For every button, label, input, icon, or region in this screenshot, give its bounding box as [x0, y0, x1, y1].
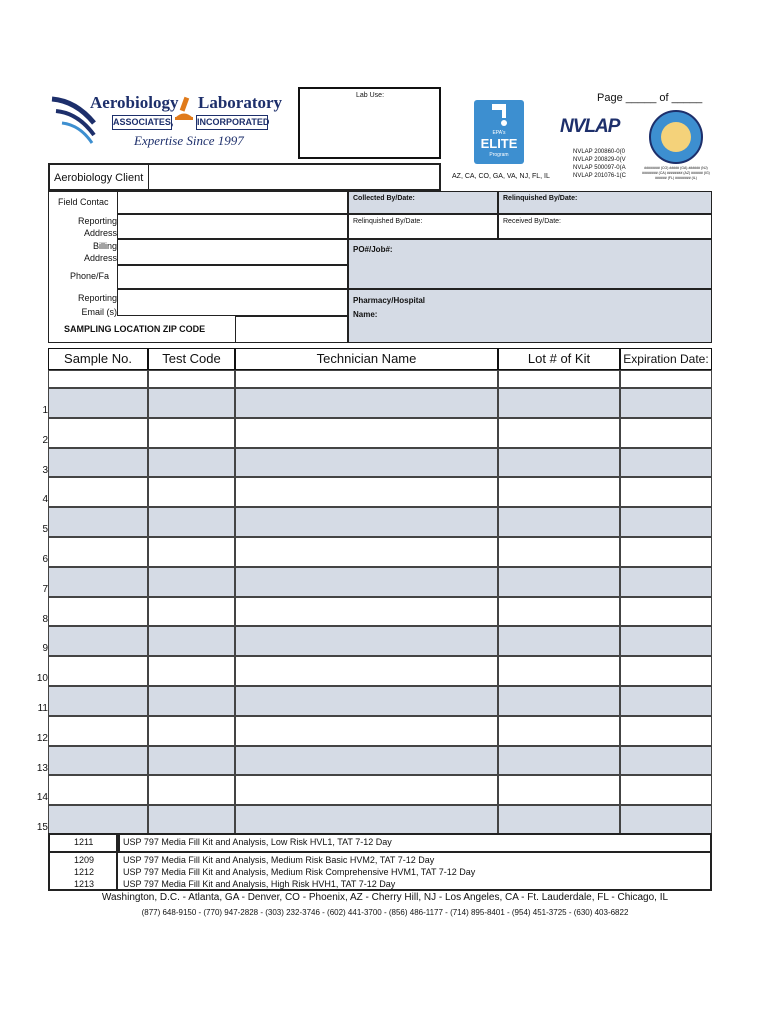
logo-word-aerobiology: Aerobiology: [90, 93, 179, 112]
table-cell[interactable]: [148, 567, 235, 597]
table-cell[interactable]: [498, 537, 620, 567]
collected-by-field[interactable]: [348, 191, 498, 214]
footer-phones: (877) 648-9150 - (770) 947-2828 - (303) 232-3746 - (602) 441-3700 - (856) 486-1177 - (714) 895-8401 - (954) 451-3725 - (630) 403-6822: [141, 908, 629, 917]
table-cell[interactable]: [498, 418, 620, 448]
label-line: Reporting: [77, 293, 117, 303]
nvlap-codes: [573, 148, 626, 180]
table-cell[interactable]: [148, 746, 235, 776]
pharmacy-hospital-label: [353, 294, 425, 322]
table-cell[interactable]: [148, 418, 235, 448]
lab-use-box[interactable]: [298, 87, 441, 159]
table-cell[interactable]: [498, 448, 620, 478]
table-row: [48, 477, 712, 507]
row-number: 7: [42, 583, 48, 595]
row-number: 15: [36, 822, 48, 834]
table-cell[interactable]: [235, 388, 498, 418]
relinquished-by-label-top: Relinquished By/Date:: [503, 195, 578, 202]
reporting-email-label: [50, 291, 117, 319]
relinquished-by-field-top[interactable]: [498, 191, 712, 214]
states-list: AZ, CA, CO, GA, VA, NJ, FL, IL: [452, 173, 550, 180]
table-cell[interactable]: [148, 716, 235, 746]
header-sample-no: Sample No.: [48, 348, 148, 370]
footer-cities: Washington, D.C. - Atlanta, GA - Denver, CO - Phoenix, AZ - Cherry Hill, NJ - Los Angeles, CA - Ft. Lauderdale, FL - Chicago, IL: [101, 892, 669, 903]
table-cell[interactable]: [48, 805, 148, 835]
table-cell[interactable]: [498, 507, 620, 537]
page-number-label: Page _____ of _____: [597, 92, 703, 104]
table-cell[interactable]: [48, 370, 148, 388]
label-line: Reporting: [77, 216, 117, 226]
table-row: [48, 507, 712, 537]
table-row: [48, 370, 712, 388]
table-cell[interactable]: [620, 626, 712, 656]
logo-tagline: Expertise Since 1997: [134, 133, 244, 148]
table-cell[interactable]: [620, 567, 712, 597]
table-cell[interactable]: [48, 626, 148, 656]
row-number: 5: [42, 524, 48, 536]
test-code: 1211: [74, 837, 94, 847]
label-line: Address: [83, 228, 117, 238]
nvlap-code: NVLAP 500097-0(A: [573, 165, 626, 171]
table-row: [48, 418, 712, 448]
table-cell[interactable]: [148, 448, 235, 478]
table-cell[interactable]: [498, 477, 620, 507]
seal-line: ######## (CA) ######## (AZ) ###### (IG): [642, 171, 710, 175]
table-cell[interactable]: [48, 775, 148, 805]
table-cell[interactable]: [620, 656, 712, 686]
header-lot-of-kit: Lot # of Kit: [498, 348, 620, 370]
table-cell[interactable]: [48, 537, 148, 567]
table-cell[interactable]: [48, 388, 148, 418]
nvlap-code: NVLAP 201076-1(C: [573, 173, 626, 179]
microscope-icon: [172, 95, 196, 121]
nvlap-logo: [560, 112, 632, 146]
faucet-icon: [474, 100, 524, 128]
table-cell[interactable]: [498, 370, 620, 388]
test-code-description: USP 797 Media Fill Kit and Analysis, Medium Risk Basic HVM2, TAT 7-12 Day: [123, 855, 435, 865]
table-cell[interactable]: [235, 370, 498, 388]
row-number: 13: [36, 762, 48, 774]
relinquished-by-field[interactable]: [348, 214, 498, 239]
nvlap-logo-text: NVLAP: [560, 116, 620, 137]
po-job-field[interactable]: [348, 239, 712, 289]
table-cell[interactable]: [48, 477, 148, 507]
elite-sub-text: Program: [489, 152, 509, 158]
table-cell[interactable]: [620, 597, 712, 627]
received-by-label: Received By/Date:: [503, 218, 561, 225]
table-cell[interactable]: [48, 567, 148, 597]
header-expiration-date: Expiration Date:: [620, 348, 712, 370]
table-row: [48, 716, 712, 746]
row-number: 14: [36, 792, 48, 804]
table-row: [48, 775, 712, 805]
phone-fax-input[interactable]: [117, 265, 348, 289]
table-cell[interactable]: [498, 626, 620, 656]
label-line: Billing: [92, 241, 117, 251]
billing-address-label: [50, 240, 117, 264]
table-cell[interactable]: [148, 775, 235, 805]
seal-caption: [636, 166, 716, 181]
table-cell[interactable]: [498, 686, 620, 716]
table-cell[interactable]: [498, 775, 620, 805]
seal-line: ###### (FL) ######## (IL): [655, 176, 697, 180]
table-cell[interactable]: [620, 537, 712, 567]
row-number: 1: [42, 405, 48, 416]
field-contact-label: Field Contac: [58, 197, 109, 207]
company-logo: [50, 93, 283, 153]
table-cell[interactable]: [498, 746, 620, 776]
table-cell[interactable]: [620, 775, 712, 805]
seal-line: ######## (CO) ##### (GA) ###### (NJ): [644, 166, 708, 170]
table-cell[interactable]: [620, 805, 712, 835]
elite-program-badge: [474, 100, 524, 164]
logo-word-associates: ASSOCIATES,: [112, 115, 172, 130]
label-line: Pharmacy/Hospital: [353, 296, 426, 305]
row-number: 2: [42, 434, 48, 446]
table-row: [48, 746, 712, 776]
table-cell[interactable]: [235, 567, 498, 597]
test-code: 1213: [74, 879, 95, 889]
zip-code-input[interactable]: [235, 316, 348, 343]
table-cell[interactable]: [148, 686, 235, 716]
table-cell[interactable]: [48, 448, 148, 478]
header-technician-name: Technician Name: [235, 348, 498, 370]
row-number: 11: [37, 703, 48, 714]
table-cell[interactable]: [235, 746, 498, 776]
table-cell[interactable]: [148, 388, 235, 418]
table-cell[interactable]: [498, 716, 620, 746]
row-number: 12: [36, 732, 48, 744]
table-row: [48, 567, 712, 597]
table-row: [48, 388, 712, 418]
row-number: 6: [42, 554, 48, 565]
row-number: 3: [42, 464, 48, 476]
table-cell[interactable]: [498, 388, 620, 418]
received-by-field[interactable]: [498, 214, 712, 239]
aerobiology-client-label: Aerobiology Client: [54, 172, 144, 184]
relinquished-by-label: Relinquished By/Date:: [353, 218, 423, 225]
reporting-address-label: [50, 215, 117, 239]
table-cell[interactable]: [48, 597, 148, 627]
table-cell[interactable]: [235, 716, 498, 746]
table-cell[interactable]: [620, 686, 712, 716]
table-cell[interactable]: [235, 805, 498, 835]
table-cell[interactable]: [48, 418, 148, 448]
table-cell[interactable]: [48, 656, 148, 686]
table-cell[interactable]: [620, 477, 712, 507]
table-cell[interactable]: [148, 507, 235, 537]
table-cell[interactable]: [148, 626, 235, 656]
phone-fax-label: Phone/Fa: [70, 271, 110, 281]
zip-code-label: SAMPLING LOCATION ZIP CODE: [64, 324, 206, 334]
table-cell[interactable]: [48, 746, 148, 776]
table-cell[interactable]: [235, 507, 498, 537]
table-cell[interactable]: [235, 626, 498, 656]
table-cell[interactable]: [148, 477, 235, 507]
table-cell[interactable]: [620, 746, 712, 776]
table-cell[interactable]: [620, 716, 712, 746]
aerobiology-client-row: [48, 163, 441, 191]
table-cell[interactable]: [148, 805, 235, 835]
reporting-email-input[interactable]: [117, 289, 348, 316]
elite-main-text: ELITE: [480, 136, 518, 151]
table-row: [48, 686, 712, 716]
label-line: Address: [83, 253, 117, 263]
nvlap-code: NVLAP 200860-0(0: [573, 149, 625, 155]
table-cell[interactable]: [498, 597, 620, 627]
table-cell[interactable]: [498, 567, 620, 597]
table-cell[interactable]: [235, 656, 498, 686]
table-cell[interactable]: [148, 656, 235, 686]
table-cell[interactable]: [235, 477, 498, 507]
reporting-address-input[interactable]: [117, 214, 348, 239]
elite-top-text: EPA's: [492, 130, 506, 136]
row-number: 10: [36, 673, 48, 685]
table-cell[interactable]: [48, 686, 148, 716]
field-contact-input[interactable]: [117, 191, 348, 214]
table-cell[interactable]: [498, 656, 620, 686]
row-number: 8: [42, 613, 48, 625]
table-cell[interactable]: [620, 448, 712, 478]
accreditation-seal: [649, 110, 703, 164]
aerobiology-client-field[interactable]: [148, 165, 441, 189]
label-line: Email (s): [81, 307, 117, 317]
pharmacy-hospital-field[interactable]: [348, 289, 712, 343]
test-code: 1209: [74, 855, 95, 865]
table-cell[interactable]: [235, 775, 498, 805]
table-cell[interactable]: [148, 370, 235, 388]
table-cell[interactable]: [48, 507, 148, 537]
billing-address-input[interactable]: [117, 239, 348, 265]
nvlap-code: NVLAP 200829-0(V: [573, 157, 626, 163]
table-row: [48, 537, 712, 567]
table-row: [48, 805, 712, 835]
header-test-code: Test Code: [148, 348, 235, 370]
row-number: 4: [42, 494, 48, 506]
logo-word-laboratory: Laboratory: [198, 93, 283, 112]
table-row: [48, 448, 712, 478]
table-cell[interactable]: [620, 418, 712, 448]
table-cell[interactable]: [498, 805, 620, 835]
label-line: Name:: [353, 310, 378, 319]
table-row: [48, 597, 712, 627]
table-cell[interactable]: [235, 686, 498, 716]
table-cell[interactable]: [235, 537, 498, 567]
table-cell[interactable]: [620, 370, 712, 388]
test-code-description: USP 797 Media Fill Kit and Analysis, High Risk HVH1, TAT 7-12 Day: [123, 879, 396, 889]
test-code-description: USP 797 Media Fill Kit and Analysis, Low Risk HVL1, TAT 7-12 Day: [123, 837, 392, 847]
table-row: [48, 656, 712, 686]
table-cell[interactable]: [235, 448, 498, 478]
lab-use-label: Lab Use:: [356, 92, 385, 99]
table-cell[interactable]: [620, 507, 712, 537]
po-job-label: PO#/Job#:: [353, 245, 393, 254]
table-cell[interactable]: [235, 597, 498, 627]
table-cell[interactable]: [148, 537, 235, 567]
test-code: 1212: [74, 867, 95, 877]
collected-by-label: Collected By/Date:: [353, 195, 415, 202]
table-cell[interactable]: [620, 388, 712, 418]
test-code-description: USP 797 Media Fill Kit and Analysis, Medium Risk Comprehensive HVM1, TAT 7-12 Day: [123, 867, 476, 877]
table-row: [48, 626, 712, 656]
table-cell[interactable]: [235, 418, 498, 448]
logo-word-incorporated: INCORPORATED: [196, 115, 268, 130]
table-cell[interactable]: [148, 597, 235, 627]
table-cell[interactable]: [48, 716, 148, 746]
row-number: 9: [42, 643, 48, 655]
